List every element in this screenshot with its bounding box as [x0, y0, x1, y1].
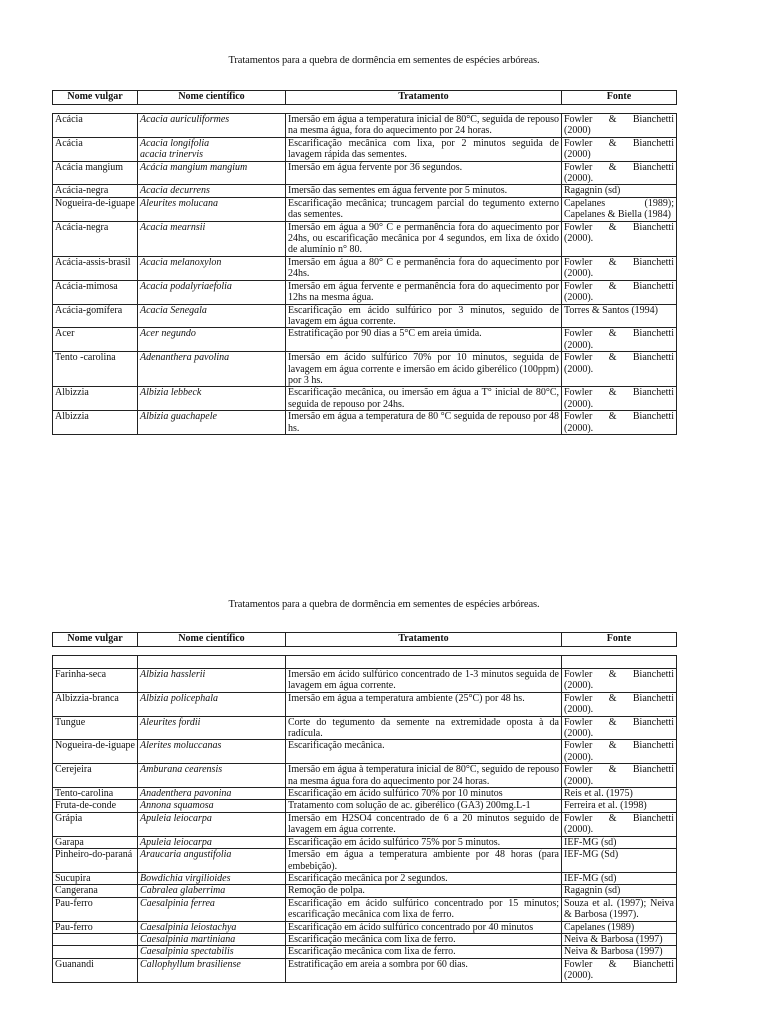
- cell-text: Fowler & Bianchetti (2000).: [564, 280, 674, 304]
- nome-cientifico-cell: [138, 352, 286, 387]
- tratamento-cell: [286, 352, 562, 387]
- nome-cientifico-cell: [138, 387, 286, 411]
- dormancy-table-1: [52, 90, 677, 435]
- cell-text: Acacia decurrens: [140, 185, 210, 197]
- cell-text: Imersão em ácido sulfúrico concentrado de 1-3 minutos seguida de lavagem em água corrente.: [288, 669, 559, 692]
- cell-text: Fowler & Bianchetti (2000).: [564, 256, 674, 280]
- cell-text: Aleurites fordii: [140, 716, 201, 728]
- table-row: [53, 921, 677, 933]
- table-row: [53, 812, 677, 836]
- cell-text: Cabralea glaberrima: [140, 885, 226, 897]
- nome-cientifico-cell: [138, 137, 286, 161]
- nome-cientifico-cell: [138, 716, 286, 740]
- cell-text: Fowler & Bianchetti (2000).: [564, 958, 674, 982]
- fonte-cell: [562, 304, 677, 328]
- cell-text: Guanandi: [55, 958, 94, 970]
- table-spacer: [53, 647, 677, 656]
- nome-vulgar-cell: [53, 800, 138, 812]
- tratamento-cell: [286, 849, 562, 873]
- table-row: [53, 836, 677, 848]
- nome-vulgar-cell: [53, 328, 138, 352]
- cell-text: Acácia-gomífera: [55, 304, 123, 316]
- blank-cell: [138, 656, 286, 669]
- fonte-cell: [562, 872, 677, 884]
- cell-text: Fowler & Bianchetti (2000).: [564, 161, 674, 185]
- cell-text: Pinheiro-do-paraná: [55, 849, 133, 861]
- cell-text: Acácia-negra: [55, 221, 109, 233]
- tratamento-cell: [286, 897, 562, 921]
- table-row: [53, 946, 677, 958]
- cell-text: Fowler & Bianchetti (2000).: [564, 716, 674, 740]
- table-row: [53, 849, 677, 873]
- table-row: [53, 185, 677, 197]
- cell-text: Aleurites molucana: [140, 197, 219, 209]
- table-row: [53, 885, 677, 897]
- blank-cell: [286, 656, 562, 669]
- nome-cientifico-cell: [138, 933, 286, 945]
- cell-text: Escarificação em ácido sulfúrico 70% por 10 minutos: [288, 788, 503, 800]
- cell-text: Cangerana: [55, 885, 98, 897]
- tratamento-cell: [286, 716, 562, 740]
- cell-text: Annona squamosa: [140, 800, 214, 812]
- cell-text: Capelanes (1989); Capelanes & Biella (1984): [564, 197, 674, 221]
- cell-text: Albizia policephala: [140, 692, 219, 704]
- cell-text: Fowler & Bianchetti (2000).: [564, 812, 674, 836]
- cell-text: Ragagnin (sd): [564, 185, 621, 197]
- table-spacer: [53, 105, 677, 114]
- tratamento-cell: [286, 764, 562, 788]
- cell-text: Cerejeira: [55, 764, 92, 776]
- nome-vulgar-cell: [53, 885, 138, 897]
- tratamento-cell: [286, 958, 562, 982]
- fonte-cell: [562, 836, 677, 848]
- table-row: [53, 197, 677, 221]
- nome-cientifico-cell: [138, 849, 286, 873]
- cell-text: Escarificação mecânica por 2 segundos.: [288, 872, 448, 884]
- tratamento-cell: [286, 114, 562, 138]
- tratamento-cell: [286, 933, 562, 945]
- nome-vulgar-cell: [53, 788, 138, 800]
- cell-text: Acacia auriculiformes: [140, 114, 230, 125]
- cell-text: Albizzia-branca: [55, 692, 119, 704]
- nome-vulgar-cell: [53, 872, 138, 884]
- table-row: [53, 933, 677, 945]
- nome-cientifico-cell: [138, 256, 286, 280]
- table-row: [53, 692, 677, 716]
- blank-cell: [53, 656, 138, 669]
- cell-text: Amburana cearensis: [140, 764, 223, 776]
- nome-vulgar-cell: [53, 161, 138, 185]
- cell-text: Tento-carolina: [55, 788, 114, 800]
- cell-text: Escarificação mecânica, ou imersão em água a T° inicial de 80°C, seguida de repouso por 24hs.: [288, 387, 559, 410]
- cell-text: Acácia-negra: [55, 185, 109, 197]
- header-nome-vulgar: Nome vulgar: [53, 633, 138, 647]
- cell-text: Capelanes (1989): [564, 921, 635, 933]
- cell-text: Imersão em água a 80° C e permanência fora do aquecimento por 24hs.: [288, 256, 559, 280]
- nome-cientifico-cell: [138, 885, 286, 897]
- nome-vulgar-cell: [53, 185, 138, 197]
- fonte-cell: [562, 764, 677, 788]
- cell-text: Fowler & Bianchetti (2000): [564, 114, 674, 137]
- header-nome-cientifico: Nome científico: [138, 633, 286, 647]
- nome-vulgar-cell: [53, 836, 138, 848]
- cell-text: Estratificação em areia a sombra por 60 dias.: [288, 958, 468, 970]
- cell-text: Ferreira et al. (1998): [564, 800, 647, 812]
- cell-text: Anadenthera pavonina: [140, 788, 232, 800]
- cell-text: IEF-MG (sd): [564, 836, 617, 848]
- cell-text: Fowler & Bianchetti (2000).: [564, 352, 674, 375]
- table-row: [53, 800, 677, 812]
- tratamento-cell: [286, 137, 562, 161]
- table-row: [53, 764, 677, 788]
- nome-vulgar-cell: [53, 352, 138, 387]
- nome-cientifico-cell: [138, 411, 286, 435]
- tratamento-cell: [286, 280, 562, 304]
- tratamento-cell: [286, 800, 562, 812]
- cell-text: Garapa: [55, 836, 84, 848]
- cell-text: Ragagnin (sd): [564, 885, 621, 897]
- tratamento-cell: [286, 256, 562, 280]
- fonte-cell: [562, 185, 677, 197]
- nome-vulgar-cell: [53, 812, 138, 836]
- fonte-cell: [562, 921, 677, 933]
- spacer-cell: [53, 105, 677, 114]
- cell-text: Imersão das sementes em água fervente por 5 minutos.: [288, 185, 508, 197]
- cell-text: Alerites moluccanas: [140, 740, 222, 752]
- nome-vulgar-cell: [53, 716, 138, 740]
- fonte-cell: [562, 812, 677, 836]
- tratamento-cell: [286, 740, 562, 764]
- cell-text: Pau-ferro: [55, 897, 93, 909]
- table-row: [53, 137, 677, 161]
- blank-row: [53, 656, 677, 669]
- nome-cientifico-cell: [138, 328, 286, 352]
- fonte-cell: [562, 669, 677, 693]
- cell-text: Fowler & Bianchetti (2000).: [564, 221, 674, 245]
- nome-vulgar-cell: [53, 921, 138, 933]
- nome-cientifico-cell: [138, 812, 286, 836]
- fonte-cell: [562, 221, 677, 256]
- cell-text: Caesalpinia spectabilis: [140, 946, 234, 958]
- cell-text: Imersão em ácido sulfúrico 70% por 10 minutos, seguida de lavagem em água corrente e imersão em ácido giberélico (100ppm) por 3 hs.: [288, 352, 559, 386]
- cell-text: Acácia mangium: [55, 161, 124, 173]
- cell-text: Adenanthera pavolina: [140, 352, 230, 364]
- nome-cientifico-cell: [138, 946, 286, 958]
- nome-cientifico-cell: [138, 921, 286, 933]
- nome-vulgar-cell: [53, 764, 138, 788]
- cell-text: Neiva & Barbosa (1997): [564, 933, 663, 945]
- cell-text: IEF-MG (sd): [564, 872, 617, 884]
- nome-vulgar-cell: [53, 387, 138, 411]
- fonte-cell: [562, 849, 677, 873]
- nome-vulgar-cell: [53, 221, 138, 256]
- cell-text: Sucupira: [55, 872, 91, 884]
- tratamento-cell: [286, 304, 562, 328]
- cell-text: IEF-MG (Sd): [564, 849, 619, 861]
- table-row: [53, 352, 677, 387]
- nome-cientifico-cell: [138, 836, 286, 848]
- cell-text: Acer negundo: [140, 328, 196, 340]
- fonte-cell: [562, 692, 677, 716]
- tratamento-cell: [286, 921, 562, 933]
- tratamento-cell: [286, 185, 562, 197]
- nome-cientifico-cell: [138, 161, 286, 185]
- table-row: [53, 280, 677, 304]
- tratamento-cell: [286, 836, 562, 848]
- nome-vulgar-cell: [53, 197, 138, 221]
- table-row: [53, 872, 677, 884]
- tratamento-cell: [286, 411, 562, 435]
- fonte-cell: [562, 800, 677, 812]
- table-row: [53, 788, 677, 800]
- tratamento-cell: [286, 328, 562, 352]
- cell-text: Imersão em água fervente e permanência fora do aquecimento por 12hs na mesma água.: [288, 280, 559, 304]
- header-nome-cientifico: Nome científico: [138, 91, 286, 105]
- page-title-1: Tratamentos para a quebra de dormência em sementes de espécies arbóreas.: [228, 55, 540, 66]
- nome-cientifico-cell: [138, 897, 286, 921]
- cell-text: Pau-ferro: [55, 921, 93, 933]
- nome-cientifico-cell: [138, 221, 286, 256]
- cell-text: Fruta-de-conde: [55, 800, 117, 812]
- nome-cientifico-cell: [138, 872, 286, 884]
- tratamento-cell: [286, 387, 562, 411]
- cell-text: Neiva & Barbosa (1997): [564, 946, 663, 958]
- cell-text: Tento -carolina: [55, 352, 116, 364]
- cell-text: Acácia: [55, 114, 83, 125]
- cell-text: Acacia Senegala: [140, 304, 207, 316]
- cell-text: Imersão em água à temperatura inicial de 80°C, seguido de repouso na mesma água fora do aquecimento por 24 horas.: [288, 764, 559, 787]
- cell-text: Estratificação por 90 dias a 5°C em areia úmida.: [288, 328, 482, 340]
- cell-text: acacia trinervis: [140, 149, 204, 161]
- fonte-cell: [562, 958, 677, 982]
- cell-text: Fowler & Bianchetti (2000): [564, 137, 674, 161]
- fonte-cell: [562, 197, 677, 221]
- nome-cientifico-cell: [138, 185, 286, 197]
- cell-text: Acacia longifolia: [140, 137, 210, 149]
- nome-cientifico-cell: [138, 788, 286, 800]
- cell-text: Acer: [55, 328, 75, 340]
- tratamento-cell: [286, 669, 562, 693]
- cell-text: Bowdichia virgilioides: [140, 872, 231, 884]
- cell-text: Tratamento com solução de ac. giberélico (GA3) 200mg.L-1: [288, 800, 531, 812]
- header-fonte: Fonte: [562, 633, 677, 647]
- tratamento-cell: [286, 161, 562, 185]
- fonte-cell: [562, 280, 677, 304]
- nome-cientifico-cell: [138, 197, 286, 221]
- cell-text: Escarificação em ácido sulfúrico por 3 minutos, seguido de lavagem em água corrente.: [288, 304, 559, 327]
- nome-vulgar-cell: [53, 137, 138, 161]
- nome-cientifico-cell: [138, 114, 286, 138]
- cell-text: Acácia mangium mangium: [140, 161, 248, 173]
- cell-text: Caesalpinia leiostachya: [140, 921, 237, 933]
- cell-text: Escarificação mecânica; truncagem parcial do tegumento externo das sementes.: [288, 197, 559, 221]
- header-tratamento: Tratamento: [286, 91, 562, 105]
- cell-text: Fowler & Bianchetti (2000).: [564, 411, 674, 434]
- cell-text: Acacia mearnsii: [140, 221, 206, 233]
- fonte-cell: [562, 352, 677, 387]
- cell-text: Fowler & Bianchetti (2000).: [564, 692, 674, 716]
- cell-text: Imersão em água fervente por 36 segundos.: [288, 161, 463, 173]
- tratamento-cell: [286, 788, 562, 800]
- tratamento-cell: [286, 221, 562, 256]
- cell-text: Farinha-seca: [55, 669, 107, 680]
- table-row: [53, 304, 677, 328]
- cell-text: Apuleia leiocarpa: [140, 836, 212, 848]
- cell-text: Corte do tegumento da semente na extremidade oposta à da radícula.: [288, 716, 559, 740]
- table-row: [53, 256, 677, 280]
- table-row: [53, 387, 677, 411]
- header-fonte: Fonte: [562, 91, 677, 105]
- fonte-cell: [562, 897, 677, 921]
- table-row: [53, 411, 677, 435]
- nome-cientifico-cell: [138, 280, 286, 304]
- nome-cientifico-cell: [138, 740, 286, 764]
- cell-text: Reis et al. (1975): [564, 788, 633, 800]
- cell-text: Fowler & Bianchetti (2000).: [564, 740, 674, 763]
- table-row: [53, 114, 677, 138]
- spacer-cell: [53, 647, 677, 656]
- cell-text: Imersão em água a 90° C e permanência fora do aquecimento por 24hs, ou escarificação mecânica por 4 segundos, em lixa de óxido de alumínio n° 80.: [288, 221, 559, 256]
- tratamento-cell: [286, 812, 562, 836]
- cell-text: Escarificação em ácido sulfúrico 75% por 5 minutos.: [288, 836, 501, 848]
- fonte-cell: [562, 328, 677, 352]
- cell-text: Albizia guachapele: [140, 411, 217, 423]
- nome-cientifico-cell: [138, 958, 286, 982]
- cell-text: Imersão em água a temperatura ambiente por 48 horas (para embebição).: [288, 849, 559, 872]
- cell-text: Caesalpinia martiniana: [140, 933, 236, 945]
- header-tratamento: Tratamento: [286, 633, 562, 647]
- cell-text: Escarificação em ácido sulfúrico concentrado por 40 minutos: [288, 921, 534, 933]
- fonte-cell: [562, 411, 677, 435]
- cell-text: Torres & Santos (1994): [564, 304, 659, 316]
- table-row: [53, 221, 677, 256]
- blank-cell: [562, 656, 677, 669]
- nome-vulgar-cell: [53, 933, 138, 945]
- header-row: [53, 91, 677, 105]
- cell-text: Escarificação mecânica.: [288, 740, 385, 752]
- table-row: [53, 161, 677, 185]
- tratamento-cell: [286, 692, 562, 716]
- nome-cientifico-cell: [138, 669, 286, 693]
- nome-vulgar-cell: [53, 304, 138, 328]
- tratamento-cell: [286, 197, 562, 221]
- cell-text: Escarificação mecânica com lixa, por 2 minutos seguida de lavagem rápida das sementes.: [288, 137, 559, 161]
- nome-vulgar-cell: [53, 256, 138, 280]
- cell-text: Albizia hasslerii: [140, 669, 206, 680]
- nome-vulgar-cell: [53, 114, 138, 138]
- cell-text: Apuleia leiocarpa: [140, 812, 212, 824]
- cell-text: Fowler & Bianchetti (2000).: [564, 328, 674, 351]
- cell-text: Albizia lebbeck: [140, 387, 202, 399]
- cell-text: Nogueira-de-iguape: [55, 740, 135, 752]
- tratamento-cell: [286, 872, 562, 884]
- nome-cientifico-cell: [138, 304, 286, 328]
- table-row: [53, 716, 677, 740]
- cell-text: Caesalpinia ferrea: [140, 897, 215, 909]
- fonte-cell: [562, 161, 677, 185]
- fonte-cell: [562, 946, 677, 958]
- dormancy-table-2: [52, 632, 677, 983]
- table-row: [53, 958, 677, 982]
- fonte-cell: [562, 387, 677, 411]
- cell-text: Fowler & Bianchetti (2000).: [564, 387, 674, 410]
- cell-text: Albizzia: [55, 387, 89, 399]
- cell-text: Escarificação mecânica com lixa de ferro.: [288, 933, 456, 945]
- page-title-2: Tratamentos para a quebra de dormência em sementes de espécies arbóreas.: [228, 599, 540, 610]
- cell-text: Imersão em água a temperatura inicial de 80°C, seguida de repouso na mesma água, fora do aquecimento por 24 horas.: [288, 114, 559, 137]
- nome-cientifico-cell: [138, 800, 286, 812]
- cell-text: Souza et al. (1997); Neiva & Barbosa (1997).: [564, 897, 674, 921]
- cell-text: Remoção de polpa.: [288, 885, 365, 897]
- cell-text: Imersão em água a temperatura de 80 °C seguida de repouso por 48 hs.: [288, 411, 559, 434]
- cell-text: Imersão em H2SO4 concentrado de 6 a 20 minutos seguido de lavagem em água corrente.: [288, 812, 559, 836]
- cell-text: Fowler & Bianchetti (2000).: [564, 669, 674, 692]
- tratamento-cell: [286, 946, 562, 958]
- nome-vulgar-cell: [53, 740, 138, 764]
- table-row: [53, 740, 677, 764]
- cell-text: Escarificação mecânica com lixa de ferro.: [288, 946, 456, 958]
- cell-text: Tungue: [55, 716, 86, 728]
- cell-text: Nogueira-de-iguape: [55, 197, 135, 209]
- header-row: [53, 633, 677, 647]
- cell-text: Acacia melanoxylon: [140, 256, 222, 268]
- fonte-cell: [562, 885, 677, 897]
- cell-text: Fowler & Bianchetti (2000).: [564, 764, 674, 787]
- nome-vulgar-cell: [53, 669, 138, 693]
- fonte-cell: [562, 788, 677, 800]
- nome-vulgar-cell: [53, 897, 138, 921]
- table-row: [53, 328, 677, 352]
- nome-vulgar-cell: [53, 849, 138, 873]
- nome-vulgar-cell: [53, 958, 138, 982]
- cell-text: Acácia-assis-brasil: [55, 256, 131, 268]
- fonte-cell: [562, 137, 677, 161]
- table-row: [53, 669, 677, 693]
- fonte-cell: [562, 740, 677, 764]
- cell-text: Escarificação em ácido sulfúrico concentrado por 15 minutos; escarificação mecânica com lixa de ferro.: [288, 897, 559, 921]
- fonte-cell: [562, 933, 677, 945]
- cell-text: Imersão em água a temperatura ambiente (25°C) por 48 hs.: [288, 692, 525, 704]
- nome-vulgar-cell: [53, 946, 138, 958]
- nome-vulgar-cell: [53, 280, 138, 304]
- fonte-cell: [562, 716, 677, 740]
- cell-text: Albizzia: [55, 411, 89, 423]
- nome-cientifico-cell: [138, 764, 286, 788]
- cell-text: Grápia: [55, 812, 83, 824]
- fonte-cell: [562, 114, 677, 138]
- cell-text: Acacia podalyriaefolia: [140, 280, 232, 292]
- cell-text: Acácia-mimosa: [55, 280, 118, 292]
- table-row: [53, 897, 677, 921]
- cell-text: Araucaria angustifolia: [140, 849, 232, 861]
- nome-vulgar-cell: [53, 692, 138, 716]
- nome-cientifico-cell: [138, 692, 286, 716]
- cell-text: Callophyllum brasiliense: [140, 958, 241, 970]
- header-nome-vulgar: Nome vulgar: [53, 91, 138, 105]
- fonte-cell: [562, 256, 677, 280]
- cell-text: Acácia: [55, 137, 83, 149]
- nome-vulgar-cell: [53, 411, 138, 435]
- tratamento-cell: [286, 885, 562, 897]
